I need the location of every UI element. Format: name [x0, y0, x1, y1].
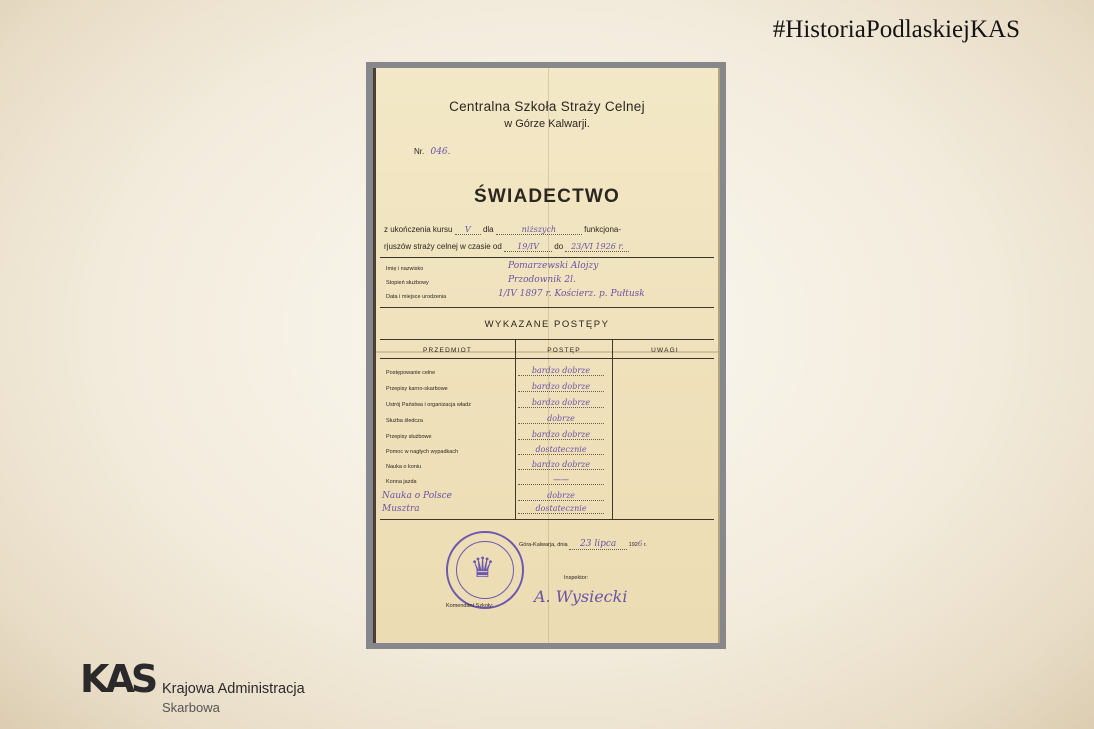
column-progress: POSTĘP: [547, 347, 581, 354]
course-line-1: [384, 225, 621, 235]
personal-label-birth: Data i miejsce urodzenia: [386, 294, 447, 300]
place-r: r.: [643, 542, 647, 548]
personal-value-birth: 1/IV 1897 r. Kościerz. p. Pułtusk: [498, 289, 645, 299]
subject-grade: bardzo dobrze: [518, 366, 604, 376]
eagle-emblem-icon: ♛: [470, 552, 496, 583]
komendant-label: Komendant Szkoły:: [446, 603, 494, 609]
subject-name: Przepisy karno-skarbowe: [386, 386, 448, 392]
subject-name: Pomoc w nagłych wypadkach: [386, 449, 459, 455]
school-location: w Górze Kalwarji.: [504, 118, 590, 130]
hashtag-title: #HistoriaPodlaskiejKAS: [772, 16, 1020, 43]
course-from: 19/IV: [504, 242, 552, 252]
school-name: Centralna Szkoła Straży Celnej: [449, 99, 645, 114]
nr-value: 046.: [430, 147, 451, 157]
column-divider-1: [515, 339, 516, 519]
paper-crease-vertical: [548, 68, 549, 643]
place-day: 23 lipca: [569, 539, 627, 550]
place-label: Góra-Kalwarja, dnia: [519, 542, 568, 548]
course-text-b: dla: [482, 225, 494, 234]
subject-grade: dobrze: [518, 414, 604, 424]
divider-4: [380, 358, 714, 359]
place-year-suffix: 6: [637, 540, 643, 548]
kas-logo-mark-icon: KAS: [80, 657, 155, 701]
subject-grade: ——: [518, 475, 604, 485]
logo-line-2: Skarbowa: [162, 700, 220, 715]
official-stamp: [446, 531, 524, 609]
subject-grade: bardzo dobrze: [518, 398, 604, 408]
signature: A. Wysiecki: [534, 587, 628, 606]
personal-label-name: Imię i nazwisko: [386, 266, 424, 272]
place-year-prefix: 192: [628, 542, 638, 548]
section-title: WYKAZANE POSTĘPY: [484, 319, 610, 330]
document-frame: [366, 62, 726, 649]
certificate-number: [414, 147, 451, 157]
column-subject: PRZEDMIOT: [422, 347, 473, 354]
inspector-label: Inspektor:: [564, 575, 589, 581]
personal-value-rank: Przodownik 2l.: [508, 275, 576, 285]
divider-3: [380, 339, 714, 340]
subject-name: Musztra: [382, 504, 420, 514]
subject-name: Ustrój Państwa i organizacja władz: [386, 402, 471, 408]
subject-grade: bardzo dobrze: [518, 430, 604, 440]
divider-1: [380, 257, 714, 258]
course-rank: niższych: [496, 225, 582, 235]
divider-2: [380, 307, 714, 308]
certificate-paper: [373, 68, 720, 643]
nr-label: Nr.: [414, 147, 425, 156]
subject-name: Służba śledcza: [386, 418, 423, 424]
subject-grade: dobrze: [518, 491, 604, 501]
course-to: 23/VI 1926 r.: [565, 242, 629, 252]
divider-5: [380, 519, 714, 520]
course-text-a: z ukończenia kursu: [384, 225, 453, 234]
subject-name: Postępowanie celne: [386, 370, 436, 376]
subject-name: Nauka o Polsce: [382, 491, 452, 501]
course-period-text: rjuszów straży celnej w czasie od: [384, 242, 502, 251]
subject-name: Konna jazda: [386, 479, 417, 485]
certificate-title: ŚWIADECTWO: [473, 186, 621, 207]
subject-name: Nauka o koniu: [386, 464, 422, 470]
subject-grade: dostatecznie: [518, 504, 604, 514]
subject-name: Przepisy służbowe: [386, 434, 432, 440]
subject-grade: bardzo dobrze: [518, 382, 604, 392]
place-date: [519, 539, 647, 550]
course-period-to-text: do: [554, 242, 564, 251]
column-divider-2: [612, 339, 613, 519]
subject-grade: dostatecznie: [518, 445, 604, 455]
subject-grade: bardzo dobrze: [518, 460, 604, 470]
course-text-c: funkcjona-: [584, 225, 622, 234]
course-line-2: [384, 242, 629, 252]
column-remarks: UWAGI: [651, 347, 679, 354]
personal-value-name: Pomarzewski Alojzy: [508, 261, 599, 271]
course-number: V: [455, 225, 481, 235]
personal-label-rank: Stopień służbowy: [386, 280, 429, 286]
logo-line-1: Krajowa Administracja: [162, 681, 305, 697]
